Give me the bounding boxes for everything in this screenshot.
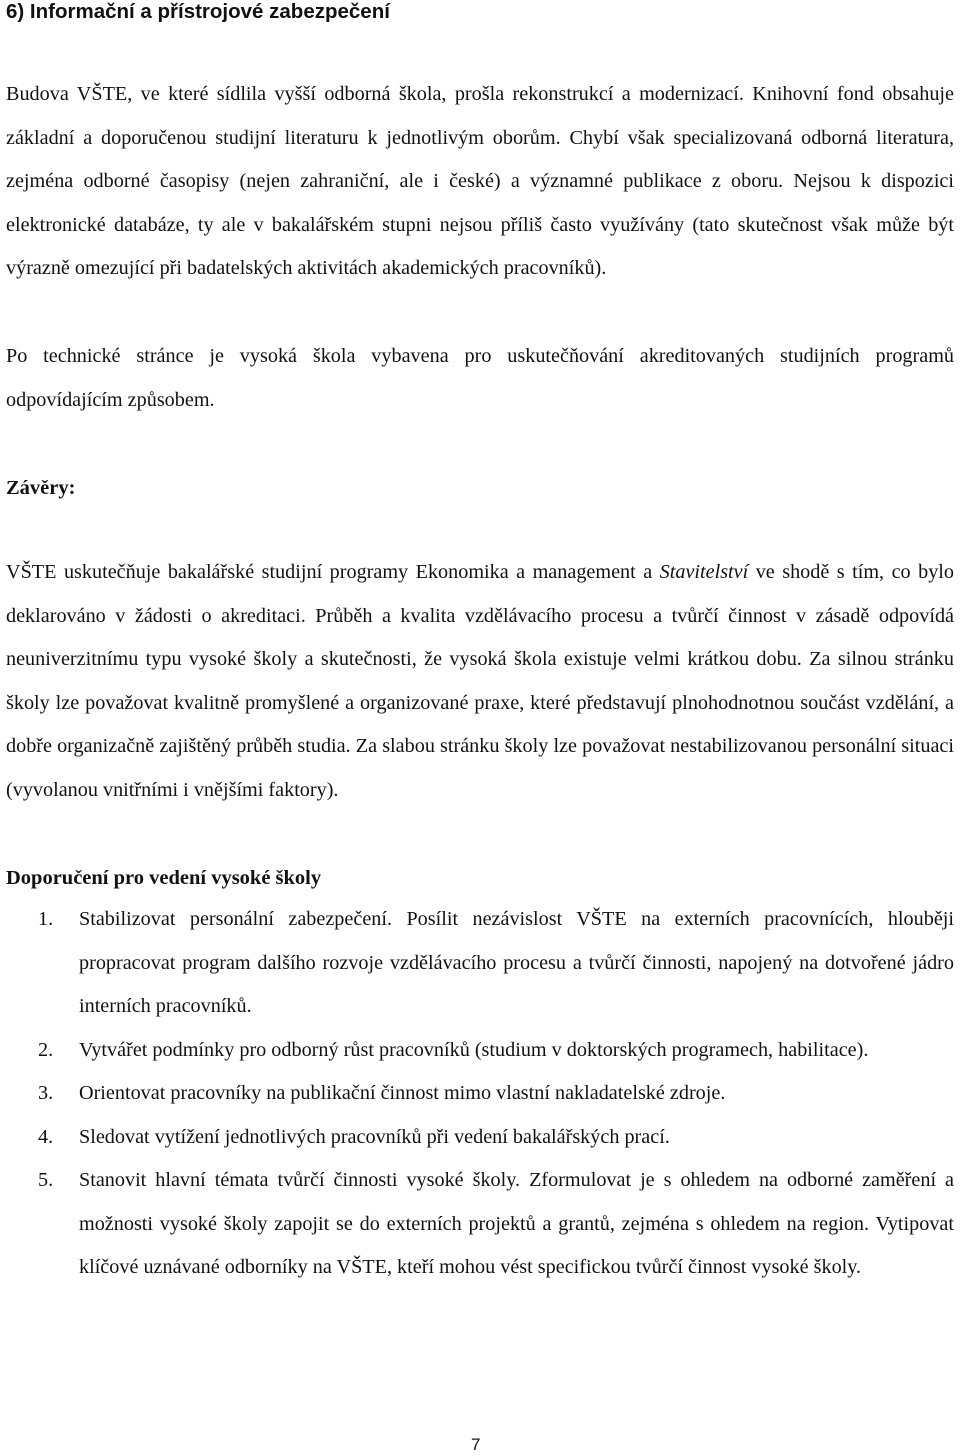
list-item-number: 2. xyxy=(38,1038,54,1061)
conclusions-text-end: ve shodě s tím, co bylo deklarováno v žádosti o akreditaci. Průběh a kvalita vzdělávacího procesu a tvůrčí činnost v zásadě odpovídá neuniverzitnímu typu vysoké školy a skutečnosti, že vysoká škola existuje velmi krátkou dobu. Za silnou stránku školy lze považovat kvalitně promyšlené a organizované praxe, které představují plnohodnotnou součást vzdělání, a dobře organizačně zajištěný průběh studia. Za slabou stránku školy lze považovat nestabilizovanou personální situaci (vyvolanou vnitřními i vnějšími faktory). xyxy=(6,561,954,801)
list-item xyxy=(6,1116,954,1160)
list-item-number: 3. xyxy=(38,1082,54,1104)
list-item-number: 4. xyxy=(38,1125,54,1148)
conclusions-italic-program: Stavitelství xyxy=(659,561,749,584)
paragraph-technical: Po technické stránce je vysoká škola vybavena pro uskutečňování akreditovaných studijních programů odpovídajícím způsobem. xyxy=(6,345,954,411)
recommendations-list xyxy=(6,898,954,1290)
list-item-text: Vytvářet podmínky pro odborný růst pracovníků (studium v doktorských programech, habilitace). xyxy=(79,1038,869,1061)
list-item xyxy=(6,1159,954,1290)
list-item xyxy=(6,898,954,1029)
list-item-number: 5. xyxy=(38,1169,54,1191)
page-number: 7 xyxy=(471,1435,481,1454)
list-item-text: Stabilizovat personální zabezpečení. Posílit nezávislost VŠTE na externích pracovnících, hlouběji propracovat program dalšího rozvoje vzdělávacího procesu a tvůrčí činnosti, napojený na dotvořené jádro interních pracovníků. xyxy=(79,908,954,1017)
list-item xyxy=(6,1072,954,1116)
paragraph-infrastructure: Budova VŠTE, ve které sídlila vyšší odborná škola, prošla rekonstrukcí a modernizací. Knihovní fond obsahuje základní a doporučenou studijní literaturu k jednotlivým oborům. Chybí však specializovaná odborná literatura, zejména odborné časopisy (nejen zahraniční, ale i české) a významné publikace z oboru. Nejsou k dispozici elektronické databáze, ty ale v bakalářském stupni nejsou příliš často využívány (tato skutečnost však může být výrazně omezující při badatelských aktivitách akademických pracovníků). xyxy=(6,83,954,280)
recommendations-heading: Doporučení pro vedení vysoké školy xyxy=(6,867,322,889)
list-item xyxy=(6,1029,954,1073)
section-heading: 6) Informační a přístrojové zabezpečení xyxy=(6,0,390,23)
conclusions-text-start: VŠTE uskutečňuje bakalářské studijní programy Ekonomika a management a xyxy=(6,561,660,584)
list-item-text: Stanovit hlavní témata tvůrčí činnosti vysoké školy. Zformulovat je s ohledem na odborné zaměření a možnosti vysoké školy zapojit se do externích projektů a grantů, zejména s ohledem na region. Vytipovat klíčové uznávané odborníky na VŠTE, kteří mohou vést specifickou tvůrčí činnost vysoké školy. xyxy=(79,1169,954,1278)
list-item-number: 1. xyxy=(38,908,54,930)
conclusions-heading: Závěry: xyxy=(6,477,76,499)
list-item-text: Sledovat vytížení jednotlivých pracovníků při vedení bakalářských prací. xyxy=(79,1125,670,1148)
conclusions-paragraph xyxy=(6,551,954,812)
list-item-text: Orientovat pracovníky na publikační činnost mimo vlastní nakladatelské zdroje. xyxy=(79,1082,726,1104)
